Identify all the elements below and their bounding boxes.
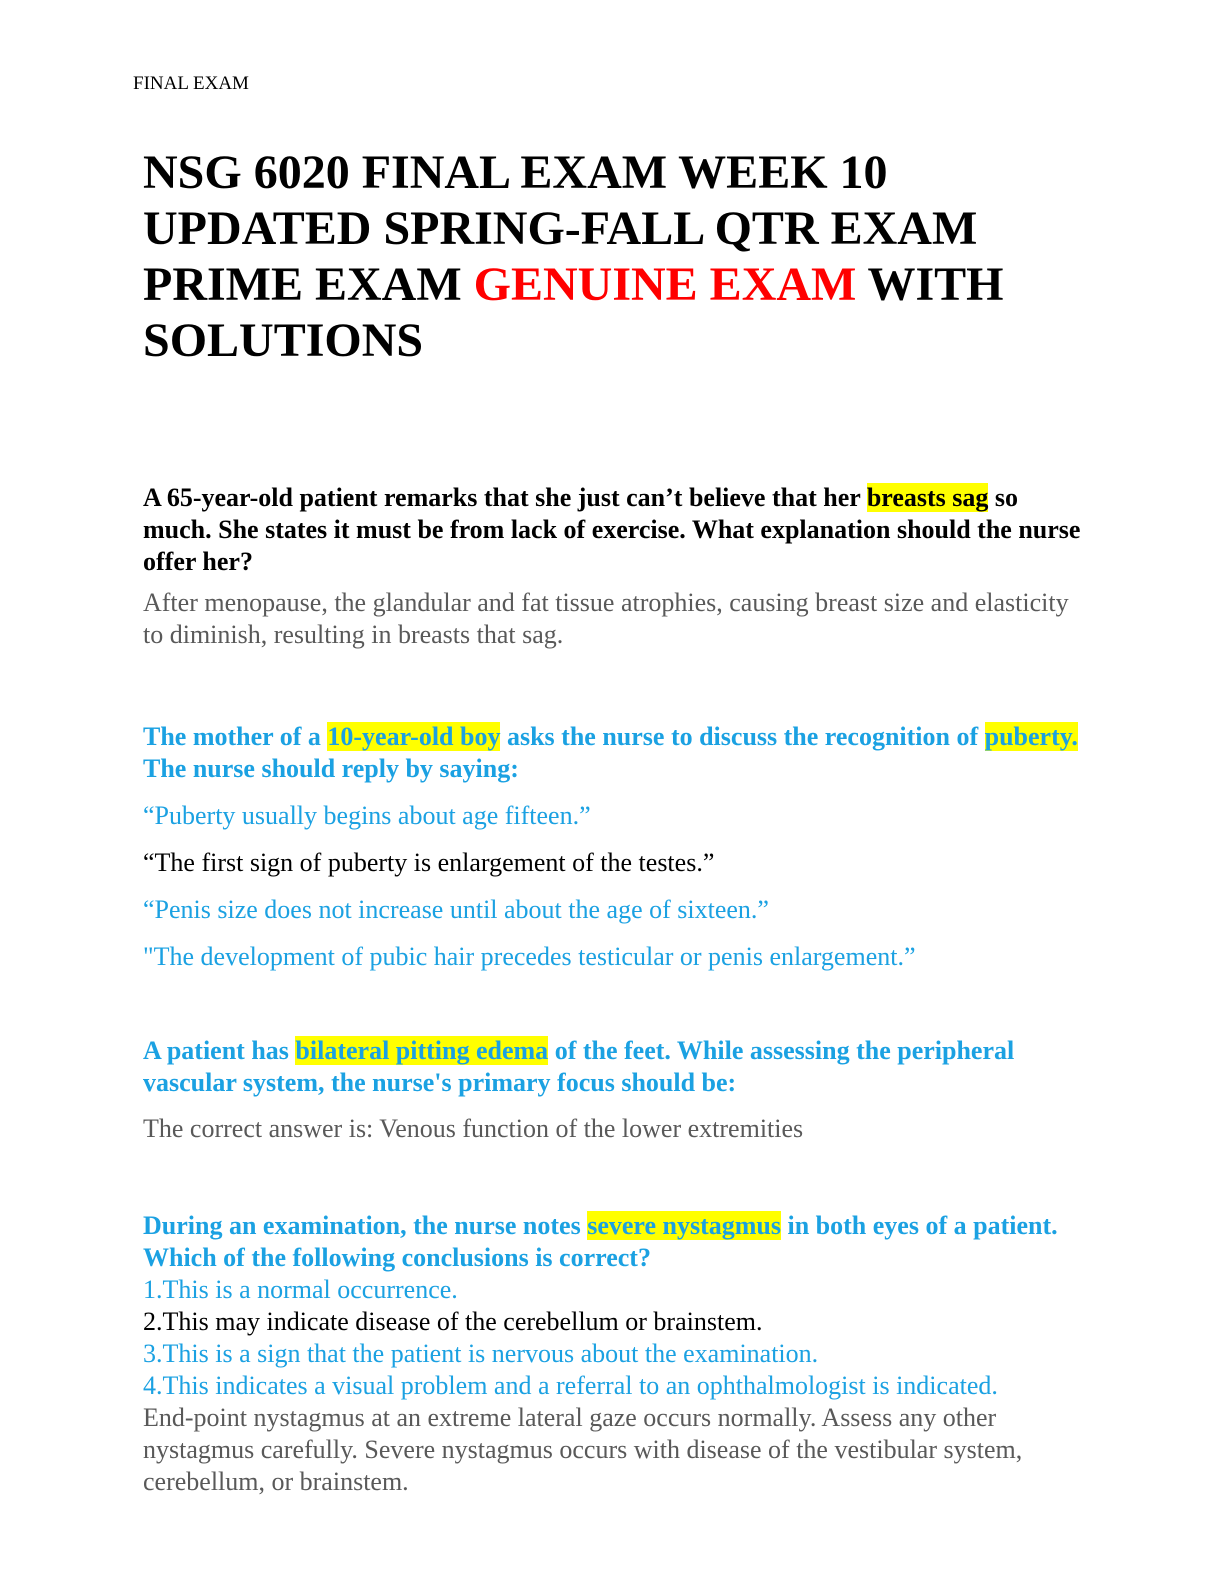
question-2 (143, 721, 1083, 973)
question-3-answer: The correct answer is: Venous function of the lower extremities (143, 1114, 804, 1143)
question-2-option-2: “The first sign of puberty is enlargement of the testes.” (143, 848, 715, 877)
question-4-option-4: 4.This indicates a visual problem and a referral to an ophthalmologist is indicated. (143, 1371, 998, 1400)
question-2-highlight-2: puberty. (984, 722, 1078, 751)
question-1-answer: After menopause, the glandular and fat tissue atrophies, causing breast size and elasticity to diminish, resulting in breasts that sag. (143, 588, 1069, 649)
question-4 (143, 1210, 1083, 1498)
question-3-text (143, 1035, 1083, 1099)
question-3-pre: A patient has (143, 1036, 296, 1065)
question-2-highlight: 10-year-old boy (327, 722, 501, 751)
title-part-1: NSG 6020 FINAL EXAM WEEK 10 UPDATED SPRING-FALL QTR EXAM PRIME EXAM (143, 146, 978, 311)
question-4-option-1: 1.This is a normal occurrence. (143, 1275, 458, 1304)
question-2-pre: The mother of a (143, 722, 328, 751)
document-title (143, 145, 1103, 369)
question-2-option-1: “Puberty usually begins about age fifteen.” (143, 801, 591, 830)
question-4-option-3: 3.This is a sign that the patient is nervous about the examination. (143, 1339, 819, 1368)
question-4-answer: End-point nystagmus at an extreme lateral gaze occurs normally. Assess any other nystagmus carefully. Severe nystagmus occurs with disease of the vestibular system, cerebellum, or brainstem. (143, 1403, 1023, 1496)
question-1-highlight: breasts sag (866, 483, 989, 512)
question-4-pre: During an examination, the nurse notes (143, 1211, 588, 1240)
question-4-text (143, 1210, 1083, 1274)
question-2-option-4: "The development of pubic hair precedes testicular or penis enlargement.” (143, 942, 916, 971)
question-3 (143, 1035, 1083, 1145)
title-part-2: WITH SOLUTIONS (143, 258, 1004, 367)
question-2-post: The nurse should reply by saying: (143, 754, 519, 783)
page-header: FINAL EXAM (133, 73, 249, 94)
question-4-option-2: 2.This may indicate disease of the cerebellum or brainstem. (143, 1307, 763, 1336)
title-highlight: GENUINE EXAM (473, 258, 857, 311)
question-4-post: in both eyes of a patient. Which of the following conclusions is correct? (143, 1211, 1058, 1272)
question-3-highlight: bilateral pitting edema (295, 1036, 549, 1065)
question-4-highlight: severe nystagmus (587, 1211, 781, 1240)
question-1-post: so much. She states it must be from lack of exercise. What explanation should the nurse offer her? (143, 483, 1081, 576)
question-2-option-3: “Penis size does not increase until about the age of sixteen.” (143, 895, 769, 924)
question-1-text (143, 482, 1083, 578)
question-1 (143, 482, 1083, 651)
question-2-text (143, 721, 1083, 785)
question-2-mid: asks the nurse to discuss the recognition of (500, 722, 985, 751)
question-3-post: of the feet. While assessing the peripheral vascular system, the nurse's primary focus should be: (143, 1036, 1015, 1097)
question-1-pre: A 65-year-old patient remarks that she just can’t believe that her (143, 483, 867, 512)
